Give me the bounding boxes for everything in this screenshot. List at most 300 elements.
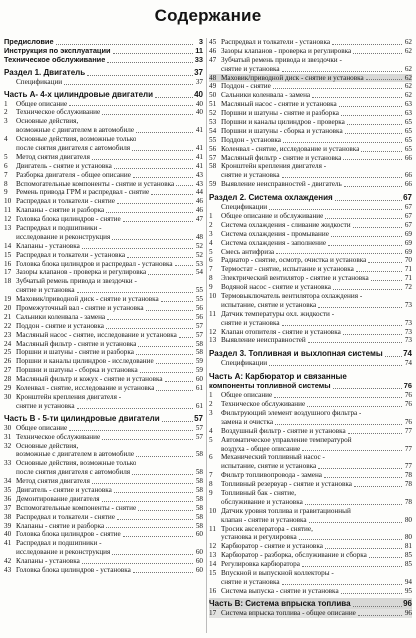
dot-leader bbox=[87, 75, 193, 76]
toc-entry bbox=[4, 450, 203, 459]
dot-leader bbox=[385, 356, 402, 357]
toc-entry bbox=[4, 268, 203, 277]
toc-entry bbox=[209, 489, 412, 498]
entry-number: 4 bbox=[4, 135, 8, 144]
entry-title: Поршни и шатуны - снятие и разборка bbox=[221, 109, 339, 118]
dot-leader bbox=[106, 212, 193, 213]
toc-entry bbox=[209, 516, 412, 525]
page-number: 41 bbox=[195, 161, 203, 170]
dot-leader bbox=[102, 114, 193, 115]
entry-number: 30 bbox=[4, 423, 12, 432]
dot-leader bbox=[369, 557, 402, 558]
entry-number: 13 bbox=[4, 224, 12, 233]
entry-number: 1 bbox=[209, 391, 213, 400]
dot-leader bbox=[347, 124, 402, 125]
page-number: 85 bbox=[404, 560, 412, 569]
entry-title: после снятия двигателя с автомобиля bbox=[16, 468, 131, 477]
entry-number: 2 bbox=[209, 220, 213, 229]
page-number: 46 bbox=[195, 197, 203, 206]
entry-number: 33 bbox=[4, 459, 12, 468]
dot-leader bbox=[356, 271, 402, 272]
entry-number: 54 bbox=[209, 126, 217, 135]
entry-number: 7 bbox=[209, 471, 213, 480]
toc-entry bbox=[209, 127, 412, 136]
entry-title: Клапан отопителя - снятие и установка bbox=[221, 327, 341, 336]
entry-title: Система впрыска топлива - общее описание bbox=[221, 608, 356, 617]
entry-title: Клапаны - снятие и разборка bbox=[16, 521, 105, 530]
page-number: 71 bbox=[404, 274, 412, 283]
entry-title: исследование и реконструкция bbox=[16, 548, 111, 557]
page-number: 66 bbox=[404, 153, 412, 162]
entry-title: Демонтирование двигателя bbox=[16, 494, 100, 503]
dot-leader bbox=[345, 133, 402, 134]
entry-title: Спецификации bbox=[221, 359, 268, 368]
entry-number: 7 bbox=[4, 170, 8, 179]
page-number: 47 bbox=[195, 215, 203, 224]
entry-title: Фильтр топливопровода - замена bbox=[221, 471, 322, 480]
toc-entry bbox=[4, 260, 203, 269]
entry-number: 8 bbox=[209, 480, 213, 489]
toc-entry bbox=[209, 551, 412, 560]
toc-entry bbox=[4, 224, 203, 233]
entry-title: Инструкция по эксплуатации bbox=[4, 46, 111, 55]
toc-entry bbox=[4, 413, 203, 424]
entry-title: Основные действия, bbox=[16, 117, 79, 126]
toc-entry bbox=[209, 453, 412, 462]
toc-entry bbox=[4, 67, 203, 78]
entry-number: 47 bbox=[209, 55, 217, 64]
toc-entry bbox=[209, 409, 412, 418]
page-number: 69 bbox=[404, 238, 412, 247]
dot-leader bbox=[333, 388, 402, 389]
page-number: 66 bbox=[404, 171, 412, 180]
entry-number: 22 bbox=[4, 321, 12, 330]
page-number: 73 bbox=[404, 300, 412, 309]
dot-leader bbox=[312, 97, 402, 98]
entry-title: Разборка двигателя - общее описание bbox=[16, 170, 131, 179]
entry-title: Поршни и шатуны - сборка и установка bbox=[16, 366, 138, 375]
dot-leader bbox=[113, 53, 193, 54]
page-number: 40 bbox=[195, 99, 203, 108]
page-number: 58 bbox=[195, 521, 203, 530]
toc-entry bbox=[209, 533, 412, 542]
entry-number: 9 bbox=[209, 488, 213, 497]
page-number: 78 bbox=[404, 480, 412, 489]
toc-entry bbox=[4, 366, 203, 375]
toc-entry bbox=[209, 136, 412, 145]
page-number: 76 bbox=[404, 391, 412, 400]
dot-leader bbox=[324, 477, 402, 478]
entry-title: Распредвал и подшипники - bbox=[16, 224, 102, 233]
toc-entry bbox=[209, 480, 412, 489]
entry-title: Техническое обслуживание bbox=[16, 108, 101, 117]
toc-entry bbox=[209, 348, 412, 359]
toc-entry bbox=[4, 47, 203, 56]
entry-title: Зубчатый ремень привода и звездочки - bbox=[16, 277, 137, 286]
page-number: 62 bbox=[404, 82, 412, 91]
entry-title: Сальники коленвала - замена bbox=[221, 91, 311, 100]
toc-entry bbox=[209, 310, 412, 319]
entry-number: 42 bbox=[4, 557, 12, 566]
entry-number: 53 bbox=[209, 118, 217, 126]
entry-title: Двигатель - снятие и установка bbox=[16, 485, 112, 494]
entry-title: Тросик акселератора - снятие, bbox=[221, 524, 313, 533]
page-number: 62 bbox=[404, 46, 412, 55]
toc-entry bbox=[4, 548, 203, 557]
entry-number: 10 bbox=[209, 506, 217, 515]
entry-title: Часть В - 5-ти цилиндровые двигатели bbox=[4, 413, 160, 423]
page-number: 96 bbox=[403, 598, 412, 608]
entry-number: 28 bbox=[4, 375, 12, 384]
page-number: 59 bbox=[195, 357, 203, 366]
entry-title: Предисловие bbox=[4, 37, 54, 46]
entry-title: Общее описание bbox=[16, 423, 68, 432]
dot-leader bbox=[318, 307, 402, 308]
entry-number: 59 bbox=[209, 180, 217, 189]
dot-leader bbox=[348, 433, 402, 434]
toc-entry bbox=[209, 560, 412, 569]
toc-entry bbox=[209, 587, 412, 596]
dot-leader bbox=[156, 363, 193, 364]
dot-leader bbox=[275, 424, 402, 425]
toc-entry bbox=[4, 117, 203, 126]
entry-number: 11 bbox=[209, 309, 216, 318]
toc-entry bbox=[209, 221, 412, 230]
entry-title: Общее описание bbox=[16, 99, 68, 108]
entry-number: 37 bbox=[4, 503, 12, 512]
entry-title: Техническое обслуживание bbox=[221, 400, 306, 409]
entry-title: Распредвал и толкатели - установка bbox=[221, 37, 331, 46]
page-number: 65 bbox=[404, 135, 412, 144]
toc-entry bbox=[4, 277, 203, 286]
page-number: 58 bbox=[195, 485, 203, 494]
entry-title: Поршни и шатуны - снятие и разборка bbox=[16, 348, 134, 357]
toc-entry bbox=[4, 295, 203, 304]
page-number: 58 bbox=[195, 348, 203, 357]
toc-entry bbox=[209, 82, 412, 91]
toc-entry bbox=[209, 212, 412, 221]
toc-entry bbox=[209, 265, 412, 274]
entry-number: 34 bbox=[4, 477, 12, 486]
page-number: 62 bbox=[404, 37, 412, 46]
dot-leader bbox=[133, 177, 193, 178]
dot-leader bbox=[282, 325, 402, 326]
entry-number: 43 bbox=[4, 565, 12, 574]
entry-title: Головка блока цилиндров - снятие bbox=[16, 215, 121, 224]
toc-entry bbox=[209, 239, 412, 248]
toc-entry bbox=[209, 65, 412, 74]
entry-number: 55 bbox=[209, 135, 217, 144]
dot-leader bbox=[358, 615, 402, 616]
page-number: 41 bbox=[195, 144, 203, 152]
dot-leader bbox=[371, 280, 402, 281]
page-number: 66 bbox=[404, 180, 412, 189]
dot-leader bbox=[305, 504, 402, 505]
dot-leader bbox=[123, 221, 193, 222]
entry-title: Термостат - снятие, испытание и установка bbox=[221, 265, 354, 274]
page-number: 63 bbox=[404, 109, 412, 118]
dot-leader bbox=[341, 593, 402, 594]
entry-number: 8 bbox=[4, 179, 8, 188]
page-number: 37 bbox=[194, 67, 203, 77]
entry-title: компоненты топливной системы bbox=[209, 382, 331, 391]
page-number: 62 bbox=[404, 64, 412, 73]
page-number: 60 bbox=[195, 557, 203, 566]
page-number: 44 bbox=[195, 188, 203, 197]
entry-number: 25 bbox=[4, 348, 12, 357]
dot-leader bbox=[136, 354, 193, 355]
page-number: 43 bbox=[195, 170, 203, 179]
toc-entry bbox=[4, 188, 203, 197]
entry-title: Распредвал и толкатели - установка bbox=[16, 250, 126, 259]
toc-entry bbox=[4, 251, 203, 260]
entry-title: Система охлаждения - сливание жидкости bbox=[221, 220, 351, 229]
entry-title: клапан - снятие и установка bbox=[221, 515, 307, 524]
dot-leader bbox=[102, 439, 193, 440]
page-number: 73 bbox=[404, 336, 412, 345]
dot-leader bbox=[77, 408, 193, 409]
entry-title: Зубчатый ремень привода и звездочки - bbox=[221, 55, 342, 64]
page-number: 46 bbox=[195, 206, 203, 215]
entry-title: Вспомогательные компоненты - снятие и установка bbox=[16, 179, 175, 188]
toc-entry bbox=[4, 286, 203, 295]
dot-leader bbox=[123, 536, 193, 537]
page-number: 71 bbox=[404, 265, 412, 274]
entry-number: 6 bbox=[209, 453, 213, 462]
toc-entry bbox=[209, 283, 412, 292]
entry-title: Масляный фильтр и кожух - снятие и установка bbox=[16, 375, 163, 384]
toc-entry bbox=[4, 206, 203, 215]
entry-title: Фильтрующий элемент воздушного фильтра - bbox=[221, 408, 362, 417]
dot-leader bbox=[276, 253, 402, 254]
dot-leader bbox=[325, 548, 402, 549]
page-number: 62 bbox=[404, 91, 412, 100]
entry-title: Распредвал и подшипники - bbox=[16, 539, 102, 548]
page-number: 40 bbox=[194, 89, 203, 99]
toc-entry bbox=[209, 328, 412, 337]
entry-title: Поддон - снятие bbox=[221, 82, 271, 91]
page-number: 67 bbox=[404, 220, 412, 229]
page-number: 85 bbox=[404, 551, 412, 560]
entry-number: 23 bbox=[4, 330, 12, 339]
entry-title: возможные с двигателем в автомобиле bbox=[16, 126, 135, 135]
page-number: 73 bbox=[404, 327, 412, 336]
toc-entry bbox=[4, 78, 203, 87]
dot-leader bbox=[332, 44, 402, 45]
dot-leader bbox=[302, 450, 402, 451]
page-number: 69 bbox=[404, 229, 412, 238]
page-number: 52 bbox=[195, 241, 203, 250]
entry-title: Головка блока цилиндров - установка bbox=[16, 565, 131, 574]
entry-number: 5 bbox=[209, 435, 213, 444]
entry-number: 6 bbox=[4, 161, 8, 170]
page-number: 77 bbox=[404, 444, 412, 453]
page-number: 73 bbox=[404, 318, 412, 327]
dot-leader bbox=[133, 572, 193, 573]
toc-entry bbox=[209, 462, 412, 471]
dot-leader bbox=[273, 88, 402, 89]
toc-entry bbox=[4, 340, 203, 349]
page-number: 77 bbox=[404, 462, 412, 471]
entry-title: Поддон - установка bbox=[221, 135, 281, 144]
page-number: 59 bbox=[195, 366, 203, 375]
dot-leader bbox=[127, 257, 193, 258]
entry-number: 5 bbox=[209, 247, 213, 256]
toc-entry bbox=[209, 471, 412, 480]
entry-title: Зазоры клапанов - проверка и регулировка bbox=[16, 268, 147, 277]
entry-number: 11 bbox=[4, 206, 11, 215]
page-number: 43 bbox=[195, 179, 203, 188]
toc-entry bbox=[4, 38, 203, 47]
entry-title: исследование и реконструкция bbox=[16, 232, 111, 241]
toc-entry bbox=[209, 162, 412, 171]
entry-title: Коленвал - снятие, исследование и установка bbox=[16, 384, 155, 393]
entry-title: Двигатель - снятие и установка bbox=[16, 161, 112, 170]
entry-title: снятие и установка bbox=[16, 286, 75, 295]
entry-number: 12 bbox=[209, 327, 217, 336]
page-number: 65 bbox=[404, 118, 412, 126]
entry-title: Электрический вентилятор - снятие и установка bbox=[221, 274, 369, 283]
entry-title: испытание, снятие и установка bbox=[221, 462, 317, 471]
entry-title: Раздел 3. Топливная и выхлопная системы bbox=[209, 349, 383, 359]
page-number: 41 bbox=[195, 152, 203, 161]
entry-number: 31 bbox=[4, 432, 12, 441]
entry-number: 39 bbox=[4, 521, 12, 530]
toc-entry bbox=[4, 477, 203, 486]
entry-title: после снятия двигателя с автомобиля bbox=[16, 144, 131, 152]
dot-leader bbox=[282, 584, 402, 585]
entry-number: 17 bbox=[209, 608, 217, 617]
page-number: 76 bbox=[403, 381, 412, 391]
dot-leader bbox=[64, 84, 193, 85]
entry-title: Масляный фильтр - снятие и установка bbox=[16, 339, 137, 348]
entry-title: Спецификации bbox=[221, 203, 268, 212]
entry-title: Техническое обслуживание bbox=[16, 432, 101, 441]
page-number: 74 bbox=[403, 349, 412, 359]
toc-entry bbox=[4, 495, 203, 504]
toc-column-right bbox=[209, 38, 412, 618]
toc-entry bbox=[4, 384, 203, 393]
toc-entry bbox=[4, 89, 203, 100]
dot-leader bbox=[339, 106, 402, 107]
entry-title: Впускной и выпускной коллекторы - bbox=[221, 568, 334, 577]
entry-number: 6 bbox=[209, 256, 213, 265]
page-number: 58 bbox=[195, 339, 203, 348]
toc-entry bbox=[4, 233, 203, 242]
entry-title: Головка блока цилиндров - снятие bbox=[16, 530, 121, 539]
entry-title: Промежуточный вал - снятие и установка bbox=[16, 304, 144, 313]
dot-leader bbox=[151, 194, 193, 195]
entry-title: Раздел 1. Двигатель bbox=[4, 67, 86, 77]
page-number: 60 bbox=[195, 530, 203, 539]
entry-number: 30 bbox=[4, 392, 12, 401]
entry-number: 1 bbox=[209, 212, 213, 221]
dot-leader bbox=[307, 406, 402, 407]
dot-leader bbox=[161, 301, 193, 302]
dot-leader bbox=[69, 105, 193, 106]
page-number: 74 bbox=[404, 359, 412, 368]
toc-entry bbox=[209, 109, 412, 118]
entry-title: Часть А: Карбюратор и связанные bbox=[209, 372, 347, 382]
dot-leader bbox=[77, 292, 193, 293]
entry-number: 14 bbox=[4, 241, 12, 250]
entry-number: 38 bbox=[4, 512, 12, 521]
entry-number: 9 bbox=[4, 188, 8, 197]
entry-title: Поршни и шатуны - сборка и установка bbox=[221, 126, 343, 135]
entry-title: Поддон - снятие и установка bbox=[16, 321, 104, 330]
toc-entry bbox=[209, 192, 412, 203]
page-number: 67 bbox=[404, 203, 412, 212]
page-number: 95 bbox=[404, 586, 412, 595]
entry-number: 24 bbox=[4, 339, 12, 348]
dot-leader bbox=[156, 390, 193, 391]
page-number: 37 bbox=[195, 77, 203, 86]
toc-entry bbox=[4, 442, 203, 451]
entry-title: снятие и установка bbox=[221, 577, 280, 586]
page-number: 57 bbox=[194, 413, 203, 423]
toc-entry bbox=[209, 319, 412, 328]
toc-entry bbox=[4, 171, 203, 180]
page-number: 94 bbox=[404, 577, 412, 586]
entry-title: Кронштейн крепления двигателя - bbox=[221, 162, 327, 171]
entry-number: 11 bbox=[209, 524, 216, 533]
page-title: Содержание bbox=[154, 6, 262, 25]
toc-entry bbox=[4, 126, 203, 135]
entry-number: 14 bbox=[209, 560, 217, 569]
dot-leader bbox=[325, 218, 402, 219]
dot-leader bbox=[117, 203, 193, 204]
page-number: 58 bbox=[195, 503, 203, 512]
entry-title: Водяной насос - снятие и установка bbox=[221, 283, 331, 292]
entry-title: Датчик уровня топлива и гравитационный bbox=[221, 506, 351, 515]
dot-leader bbox=[343, 334, 402, 335]
entry-number: 32 bbox=[4, 441, 12, 450]
page-number: 60 bbox=[195, 375, 203, 384]
entry-title: Кронштейн крепления двигателя - bbox=[16, 392, 122, 401]
toc-entry bbox=[209, 569, 412, 578]
entry-title: Распредвал и толкатели - снятие bbox=[16, 197, 115, 206]
dot-leader bbox=[107, 319, 193, 320]
entry-number: 16 bbox=[209, 586, 217, 595]
toc-entry bbox=[209, 145, 412, 154]
dot-leader bbox=[354, 486, 402, 487]
page-number: 3 bbox=[198, 36, 203, 46]
toc-entry bbox=[209, 301, 412, 310]
entry-number: 49 bbox=[209, 82, 217, 91]
page-number: 63 bbox=[404, 100, 412, 109]
dot-leader bbox=[299, 539, 402, 540]
toc-entry bbox=[4, 424, 203, 433]
page-number: 58 bbox=[195, 477, 203, 486]
entry-number: 36 bbox=[4, 494, 12, 503]
toc-entry bbox=[209, 542, 412, 551]
entry-title: Поршни и каналы цилиндров - проверка bbox=[221, 118, 345, 126]
dot-leader bbox=[106, 527, 193, 528]
entry-title: Основные действия, bbox=[16, 441, 79, 450]
page-number: 56 bbox=[195, 312, 203, 321]
entry-number: 13 bbox=[209, 551, 217, 560]
dot-leader bbox=[318, 468, 402, 469]
entry-title: Топливный резервуар - снятие и установка bbox=[221, 480, 352, 489]
entry-number: 5 bbox=[4, 152, 8, 161]
toc-entry bbox=[209, 507, 412, 516]
toc-entry bbox=[4, 180, 203, 189]
entry-title: Поршни и каналы цилиндров - исследование bbox=[16, 357, 154, 366]
dot-leader bbox=[106, 328, 193, 329]
entry-number: 12 bbox=[209, 542, 217, 551]
dot-leader bbox=[361, 151, 402, 152]
entry-number: 57 bbox=[209, 153, 217, 162]
